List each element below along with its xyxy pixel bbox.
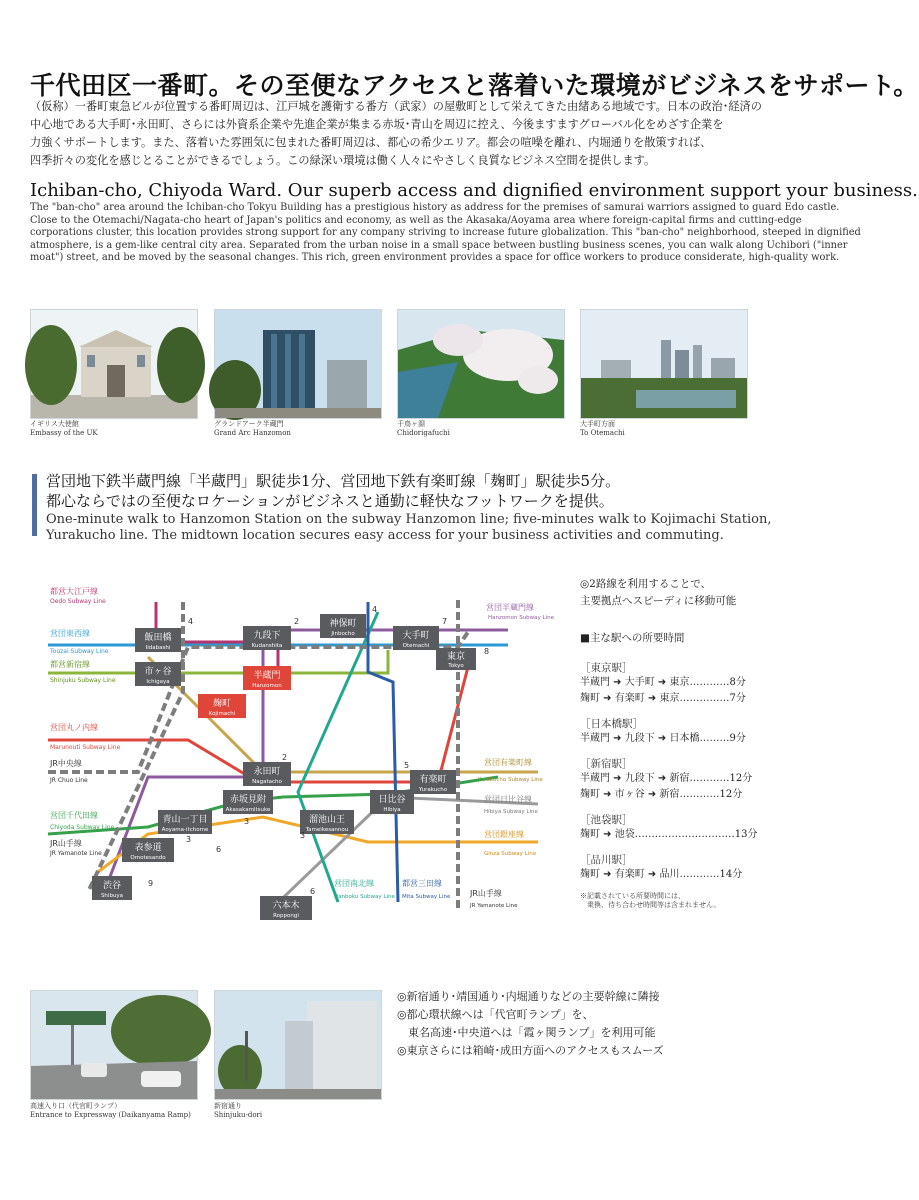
route-row bbox=[580, 787, 780, 803]
station-label-en: Ichigaya bbox=[146, 679, 170, 685]
line-label-en: Chiyoda Subway Line bbox=[50, 824, 115, 831]
intro-line-en: The "ban-cho" area around the Ichiban-cho Tokyu Building has a prestigious history as address for the premises of samurai warriors assigned to guard Edo castle. bbox=[30, 202, 840, 213]
station-akasakamitsuke bbox=[223, 790, 273, 814]
section-shinjuku bbox=[580, 756, 780, 803]
intro-line-en: corporations cluster, this location provides strong support for any company striving to increase future globalization. This "ban-cho" neighborhood, steeped in dignified bbox=[30, 227, 861, 239]
photo-expressway-entrance bbox=[30, 990, 198, 1100]
station-label-en: Kudanshita bbox=[251, 643, 283, 649]
access-line-en: Yurakucho line. The midtown location secures easy access for your business activities and commuting. bbox=[46, 528, 724, 543]
station-jinbocho bbox=[320, 614, 366, 638]
station-label-en: Tameikesannou bbox=[305, 827, 349, 833]
station-ichigaya bbox=[135, 662, 181, 686]
station-label-ja: 青山一丁目 bbox=[162, 815, 208, 825]
time: 7分 bbox=[729, 693, 746, 704]
subway-map bbox=[38, 572, 558, 932]
route: 麹町 ➜ 有楽町 ➜ 東京 bbox=[580, 693, 680, 704]
caption-en: Embassy of the UK bbox=[30, 429, 98, 437]
line-label-ja: 営団半蔵門線 bbox=[486, 603, 534, 612]
line-number: 3 bbox=[244, 817, 250, 826]
station-label-ja: 永田町 bbox=[253, 767, 281, 777]
photo-caption bbox=[580, 420, 625, 438]
time: 14分 bbox=[719, 869, 743, 880]
station-label-ja: 神保町 bbox=[329, 619, 357, 629]
station-label-ja: 六本木 bbox=[272, 901, 300, 911]
note-line: ※記載されている所要時間には、 bbox=[580, 892, 685, 900]
road-access-item: ◎都心環状線へは「代官町ランプ」を、 bbox=[397, 1008, 594, 1021]
line-number: 2 bbox=[282, 753, 288, 762]
route: 麹町 ➜ 有楽町 ➜ 品川 bbox=[580, 869, 680, 880]
line-number: 2 bbox=[294, 617, 300, 626]
station-label-ja: 飯田橋 bbox=[144, 633, 172, 643]
line-number: 6 bbox=[216, 845, 222, 854]
section-tokyo bbox=[580, 660, 780, 707]
accent-bar bbox=[32, 474, 37, 536]
route-row bbox=[580, 731, 780, 747]
leader: ………… bbox=[679, 869, 720, 880]
station-label-en: Hibiya bbox=[383, 807, 401, 813]
section-nihonbashi bbox=[580, 716, 780, 747]
access-line-en: One-minute walk to Hanzomon Station on the subway Hanzomon line; five-minutes walk to Kojimachi Station, bbox=[46, 512, 772, 527]
line-label-en: Nanboku Subway Line bbox=[334, 894, 395, 900]
photo-grand-arc bbox=[214, 309, 382, 419]
intro-line: 力強くサポートします。また、落着いた雰囲気に包まれた番町周辺は、都心の希少エリア。都会の喧噪を離れ、内堀通りを散策すれば、 bbox=[30, 136, 712, 149]
line-label-ja: 営団日比谷線 bbox=[484, 795, 532, 804]
intro-paragraph-ja bbox=[30, 98, 775, 170]
travel-times bbox=[580, 660, 780, 910]
route-row bbox=[580, 675, 780, 691]
station-label-ja: 日比谷 bbox=[378, 795, 406, 805]
leader: ………… bbox=[689, 773, 730, 784]
station-label-ja: 麹町 bbox=[212, 699, 232, 709]
intro-line-en: Close to the Otemachi/Nagata-cho heart of Japan's politics and economy, as well as the Akasaka/Aoyama area where foreign-capital firms and cutting-edge bbox=[30, 214, 802, 226]
station-hibiya bbox=[370, 790, 414, 814]
section-shinagawa bbox=[580, 852, 780, 883]
line-label-ja: 都営大江戸線 bbox=[50, 587, 98, 596]
station-aoyama-itchome bbox=[158, 810, 212, 834]
photo-embassy bbox=[30, 309, 198, 419]
intro-paragraph-en bbox=[30, 202, 861, 265]
station-label-ja: 表参道 bbox=[134, 843, 162, 853]
line-label-en: JR Yamanote Line bbox=[470, 903, 518, 909]
road-access-item: ◎東京さらには箱崎･成田方面へのアクセスもスムーズ bbox=[397, 1044, 664, 1057]
station-tameikesanno bbox=[300, 810, 354, 834]
station-label-en: Tokyo bbox=[448, 663, 464, 669]
time: 13分 bbox=[734, 829, 758, 840]
line-label-ja: 営団銀座線 bbox=[484, 830, 524, 839]
station-label-en: Jinbocho bbox=[331, 631, 355, 637]
photo-shinjuku-dori bbox=[214, 990, 382, 1100]
caption-ja: 大手町方面 bbox=[580, 420, 615, 428]
station-label-ja: 赤坂見附 bbox=[229, 795, 267, 805]
line-label-en: Marunouti Subway Line bbox=[50, 744, 121, 751]
intro-line-en: moat") street, and be moved by the seasonal changes. This rich, green environment provides a space for office workers to produce considerate, high-quality work. bbox=[30, 252, 840, 264]
line-label-ja: 営団千代田線 bbox=[50, 811, 98, 820]
section-ikebukuro bbox=[580, 812, 780, 843]
line-number: 4 bbox=[372, 605, 378, 614]
headline-en: Ichiban-cho, Chiyoda Ward. Our superb access and dignified environment support your business. bbox=[30, 180, 918, 201]
leader: ……… bbox=[699, 733, 730, 744]
station-label-en: Iidabashi bbox=[145, 645, 171, 651]
section-title: ［新宿駅］ bbox=[580, 758, 633, 770]
route-intro bbox=[580, 576, 736, 610]
station-nagatacho bbox=[243, 762, 291, 786]
station-label-ja: 有楽町 bbox=[419, 775, 447, 785]
route-row bbox=[580, 771, 780, 787]
line-label-ja: JR山手線 bbox=[470, 889, 502, 898]
caption-en: To Otemachi bbox=[580, 429, 625, 437]
station-label-en: Otemachi bbox=[402, 643, 430, 649]
line-nanboku bbox=[298, 612, 378, 902]
line-label-en: Hanzomon Subway Line bbox=[488, 615, 555, 621]
caption-ja: グランドアーク半蔵門 bbox=[214, 420, 284, 428]
line-label-ja: 営団有楽町線 bbox=[484, 758, 532, 767]
intro-line: 四季折々の変化を感じとることができるでしょう。この緑深い環境は働く人々にやさしく良質なビジネス空間を提供します。 bbox=[30, 154, 656, 167]
station-label-ja: 九段下 bbox=[253, 631, 281, 641]
leader: …………… bbox=[679, 693, 730, 704]
intro-line: 中心地である大手町･永田町、さらには外資系企業や先進企業が集まる赤坂･青山を周辺に控え、今後ますますグローバル化をめざす企業を bbox=[30, 118, 724, 131]
station-kudanshita bbox=[243, 626, 291, 650]
route: 麹町 ➜ 市ヶ谷 ➜ 新宿 bbox=[580, 789, 680, 800]
time: 12分 bbox=[729, 773, 753, 784]
station-otemachi bbox=[393, 626, 439, 650]
headline-ja: 千代田区一番町。その至便なアクセスと落着いた環境がビジネスをサポート。 bbox=[30, 71, 919, 100]
section-title: ［日本橋駅］ bbox=[580, 718, 643, 730]
line-label-en: Mita Subway Line bbox=[402, 894, 451, 900]
station-label-en: Akasakamitsuke bbox=[225, 807, 271, 813]
line-label-en: Hibiya Subway Line bbox=[484, 809, 538, 815]
station-label-ja: 半蔵門 bbox=[253, 671, 281, 681]
route-row bbox=[580, 827, 780, 843]
route-row bbox=[580, 691, 780, 707]
station-label-ja: 東京 bbox=[446, 652, 466, 662]
photo-caption bbox=[30, 1102, 191, 1120]
photo-caption bbox=[214, 1102, 262, 1120]
station-shibuya bbox=[92, 876, 132, 900]
station-label-en: Kojimachi bbox=[208, 711, 236, 717]
station-label-en: Shibuya bbox=[100, 893, 124, 899]
line-label-en: Oedo Subway Line bbox=[50, 598, 106, 605]
station-label-ja: 渋谷 bbox=[102, 881, 122, 891]
route: 半蔵門 ➜ 九段下 ➜ 日本橋 bbox=[580, 733, 700, 744]
photo-chidorigafuchi bbox=[397, 309, 565, 419]
note-line: 乗換、待ち合わせ時間等は含まれません。 bbox=[580, 901, 721, 909]
line-number: 3 bbox=[186, 835, 192, 844]
intro-line-en: atmosphere, is a gem-like central city area. Separated from the urban noise in a small space between bustling business scenes, you can walk along Uchibori ("inner bbox=[30, 239, 848, 251]
access-headline-ja bbox=[46, 471, 620, 511]
route-intro-line: 主要拠点へスピーディに移動可能 bbox=[580, 595, 737, 607]
caption-en: Grand Arc Hanzomon bbox=[214, 429, 291, 437]
route: 半蔵門 ➜ 九段下 ➜ 新宿 bbox=[580, 773, 690, 784]
line-label-ja: JR山手線 bbox=[50, 839, 82, 848]
station-roppongi bbox=[260, 896, 312, 920]
leader: ………………………… bbox=[634, 829, 735, 840]
line-label-ja: 都営新宿線 bbox=[50, 660, 90, 669]
caption-ja: 高速入り口（代官町ランプ） bbox=[30, 1102, 122, 1110]
times-note bbox=[580, 892, 780, 910]
line-label-en: JR Chuo Line bbox=[50, 777, 88, 784]
line-label-en: Ginza Subway Line bbox=[484, 851, 537, 857]
line-label-ja: JR中央線 bbox=[50, 759, 82, 768]
station-yurakucho bbox=[410, 770, 456, 794]
leader: ………… bbox=[679, 789, 720, 800]
road-access-item: ◎新宿通り･靖国通り･内堀通りなどの主要幹線に隣接 bbox=[397, 990, 660, 1003]
station-omotesando bbox=[122, 838, 174, 862]
times-heading: ■主な駅への所要時間 bbox=[580, 632, 685, 644]
line-label-ja: 営団丸ノ内線 bbox=[50, 723, 98, 732]
line-label-en: Shinjuku Subway Line bbox=[50, 677, 116, 684]
station-label-en: Omotesando bbox=[130, 855, 166, 861]
section-title: ［東京駅］ bbox=[580, 662, 633, 674]
station-kojimachi bbox=[198, 694, 246, 718]
line-label-en: Yurakucho Subway Line bbox=[478, 777, 543, 783]
station-hanzomon bbox=[243, 666, 291, 690]
leader: ………… bbox=[689, 677, 730, 688]
station-label-en: Hanzomon bbox=[252, 683, 282, 689]
time: 8分 bbox=[729, 677, 746, 688]
route-row bbox=[580, 867, 780, 883]
caption-ja: イギリス大使館 bbox=[30, 420, 79, 428]
caption-ja: 新宿通り bbox=[214, 1102, 242, 1110]
line-label-ja: 営団東西線 bbox=[50, 629, 90, 638]
road-access-list bbox=[397, 988, 664, 1060]
photo-otemachi bbox=[580, 309, 748, 419]
station-label-ja: 市ヶ谷 bbox=[144, 667, 172, 677]
access-line: 都心ならではの至便なロケーションがビジネスと通勤に軽快なフットワークを提供。 bbox=[46, 492, 614, 510]
section-title: ［池袋駅］ bbox=[580, 814, 633, 826]
section-title: ［品川駅］ bbox=[580, 854, 633, 866]
line-number: 3 bbox=[300, 831, 306, 840]
access-line: 営団地下鉄半蔵門線「半蔵門」駅徒歩1分、営団地下鉄有楽町線「麹町」駅徒歩5分。 bbox=[46, 472, 621, 490]
station-label-ja: 溜池山王 bbox=[308, 815, 346, 825]
station-label-ja: 大手町 bbox=[402, 631, 430, 641]
photo-caption bbox=[30, 420, 98, 438]
route: 半蔵門 ➜ 大手町 ➜ 東京 bbox=[580, 677, 690, 688]
time: 12分 bbox=[719, 789, 743, 800]
caption-ja: 千鳥ヶ淵 bbox=[397, 420, 425, 428]
line-chuo bbox=[48, 632, 468, 772]
line-label-en: JR Yamanote Line bbox=[50, 850, 102, 857]
station-label-en: Roppongi bbox=[273, 913, 299, 919]
line-number: 5 bbox=[404, 761, 410, 770]
line-number: 7 bbox=[442, 617, 448, 626]
caption-en: Chidorigafuchi bbox=[397, 429, 450, 437]
line-label-ja: 営団南北線 bbox=[334, 879, 374, 888]
line-label-en: Touzai Subway Line bbox=[50, 648, 109, 655]
line-number: 9 bbox=[148, 879, 154, 888]
station-label-en: Nagatacho bbox=[252, 779, 282, 785]
line-label-ja: 都営三田線 bbox=[402, 879, 442, 888]
station-iidabashi bbox=[135, 628, 181, 652]
route-intro-line: ◎2路線を利用することで、 bbox=[580, 578, 712, 590]
caption-en: Entrance to Expressway (Daikanyama Ramp) bbox=[30, 1111, 191, 1119]
access-headline-en bbox=[46, 512, 771, 544]
photo-caption bbox=[397, 420, 450, 438]
road-access-item: 東名高速･中央道へは「霞ヶ関ランプ」を利用可能 bbox=[397, 1026, 656, 1039]
line-number: 8 bbox=[484, 647, 490, 656]
time: 9分 bbox=[729, 733, 746, 744]
line-number: 6 bbox=[310, 887, 316, 896]
station-tokyo bbox=[436, 648, 476, 670]
photo-caption bbox=[214, 420, 291, 438]
station-label-en: Aoyama-itchome bbox=[161, 827, 209, 833]
caption-en: Shinjuku-dori bbox=[214, 1111, 263, 1119]
line-number: 4 bbox=[188, 617, 194, 626]
intro-line: （仮称）一番町東急ビルが位置する番町周辺は、江戸城を護衛する番方（武家）の屋敷町として栄えてきた由緒ある地域です。日本の政治･経済の bbox=[30, 100, 762, 113]
route: 麹町 ➜ 池袋 bbox=[580, 829, 635, 840]
station-label-en: Yurakucho bbox=[418, 787, 448, 793]
